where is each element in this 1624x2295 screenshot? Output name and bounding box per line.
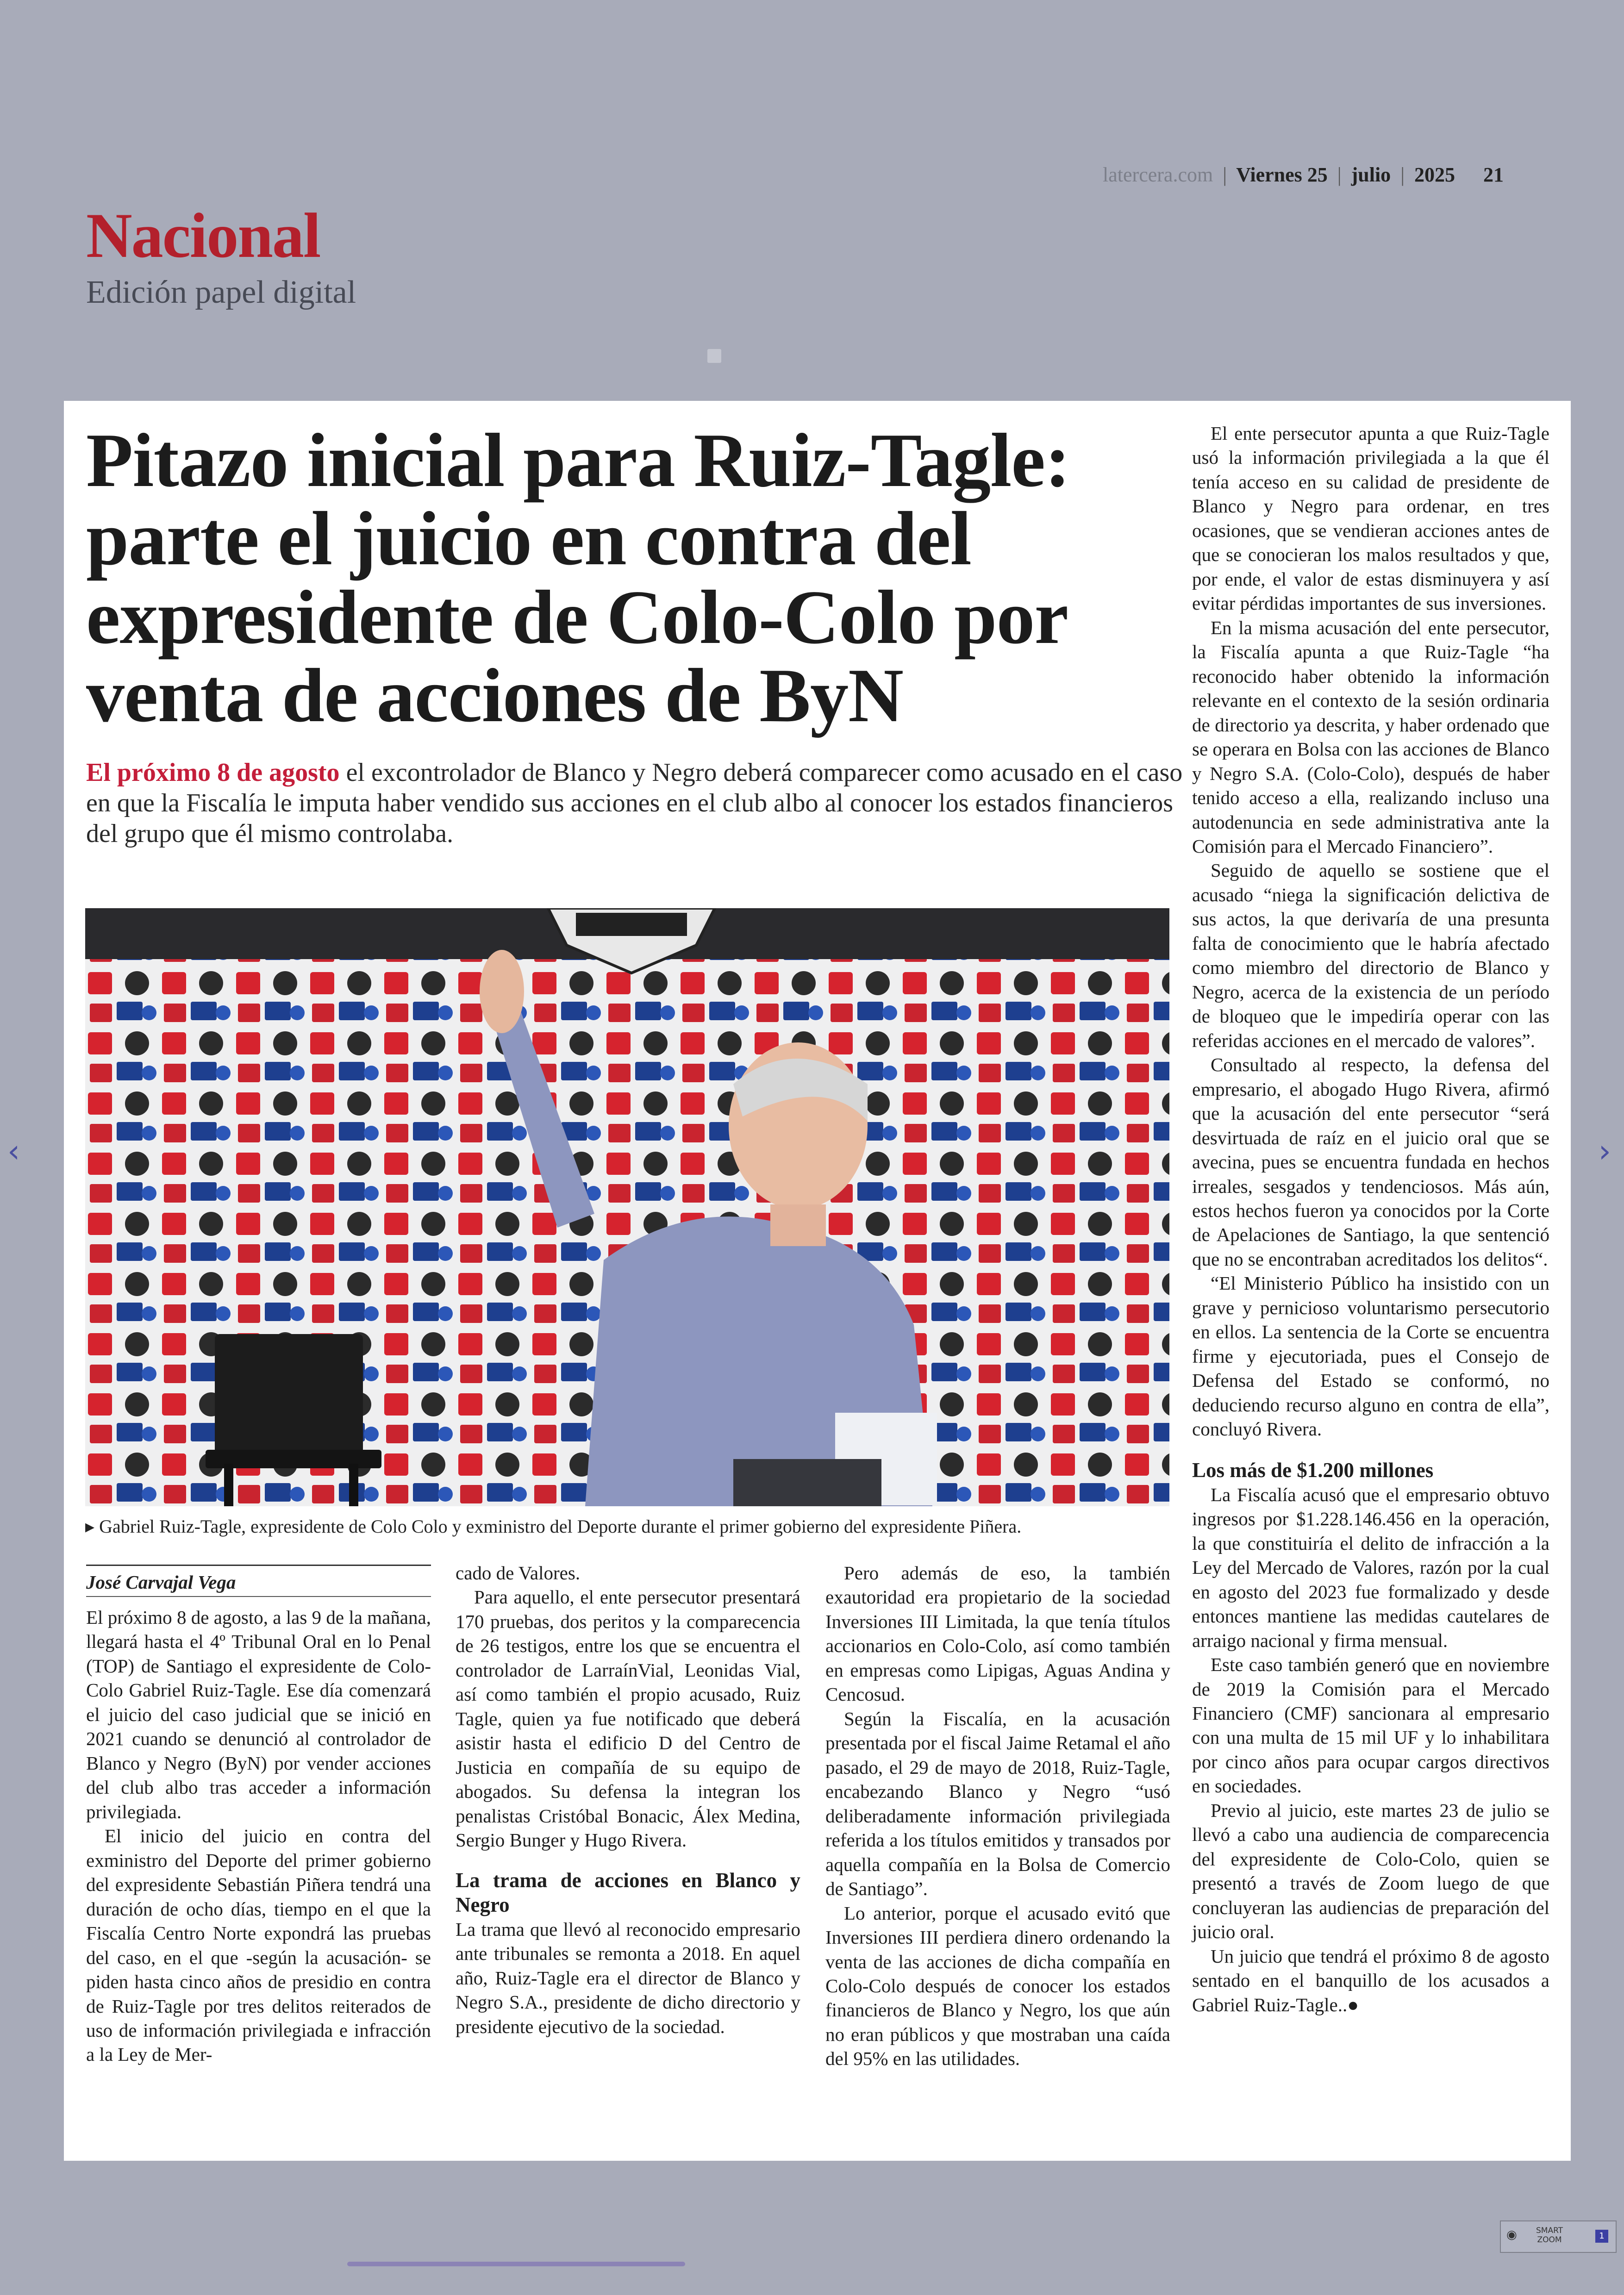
lead-highlight: El próximo 8 de agosto	[86, 758, 340, 787]
paragraph: La trama que llevó al reconocido empresario ante tribunales se remonta a 2018. En aquel año, Ruiz-Tagle era el director de Blanco y Negro S.A., presidente de dicho directorio y presidente ejecutivo de la sociedad.	[456, 1918, 800, 2037]
paragraph: Este caso también generó que en noviembre de 2019 la Comisión para el Mercado Financiero (CMF) sancionara al empresario con una multa de 15 mil UF y lo inhabilitara por cinco años para ocupar cargos directivos en sociedades.	[1192, 1654, 1549, 1797]
date-line: latercera.com | Viernes 25 | julio | 2025 21	[1103, 163, 1504, 186]
section-subtitle: Edición papel digital	[86, 274, 356, 310]
article-column-4	[1192, 421, 1549, 2017]
smart-zoom-button[interactable]: ◉ SMART ZOOM 1	[1500, 2220, 1617, 2253]
byline: José Carvajal Vega	[86, 1572, 236, 1593]
paragraph: En la misma acusación del ente persecutor, la Fiscalía apunta a que Ruiz-Tagle “ha reconocido haber obtenido la información relevante en el contexto de la sesión ordinaria de directorio ya descrita, y haber ordenado que se operara en Bolsa con las acciones de Blanco y Negro S.A. (Colo-Colo), después de haber tenido acceso a ella, realizando incluso una autodenuncia en sede administrativa ante la Comisión para el Mercado Financiero”.	[1192, 617, 1549, 857]
site-name: latercera.com	[1103, 163, 1213, 186]
previous-page-arrow-icon[interactable]: ‹	[7, 1133, 20, 1170]
photo-caption: ▸ Gabriel Ruiz-Tagle, expresidente de Colo Colo y exministro del Deporte durante el primer gobierno del expresidente Piñera.	[85, 1516, 1022, 1537]
paragraph: Lo anterior, porque el acusado evitó que Inversiones III perdiera dinero ordenando la venta de las acciones de dicha compañía en Colo-Colo después de conocer los estados financieros de Blanco y Negro, los que aún no eran públicos y que mostraban una caída del 95% en las utilidades.	[825, 1902, 1170, 2070]
eye-icon: ◉	[1506, 2228, 1517, 2242]
byline-top-rule	[86, 1565, 431, 1566]
headline: Pitazo inicial para Ruiz-Tagle: parte el juicio en contra del expresidente de Colo-Colo por venta de acciones de ByN	[86, 418, 1070, 738]
paragraph: La Fiscalía acusó que el empresario obtuvo ingresos por $1.228.146.456 en la operación, la que constituiría el delito de infracción a la Ley del Mercado de Valores, razón por la cual en agosto del 2023 fue formalizado y desde entonces mantiene las medidas cautelares de arraigo nacional y firma mensual.	[1192, 1484, 1549, 1651]
paragraph: Previo al juicio, este martes 23 de julio se llevó a cabo una audiencia de comparecencia del expresidente de Colo-Colo, quien se presentó a través de Zoom luego de que concluyeran las audiencias de preparación del juicio oral.	[1192, 1799, 1549, 1943]
article-photo	[85, 908, 1169, 1506]
paragraph: El ente persecutor apunta a que Ruiz-Tagle usó la información privilegiada a la que él tenía acceso en su calidad de presidente de Blanco y Negro para ordenar, en tres ocasiones, que se vendieran acciones antes de que se conocieran los malos resultados y que, por ende, el valor de estas disminuyera y así evitar pérdidas importantes de sus inversiones.	[1192, 423, 1549, 614]
article-column-3	[825, 1561, 1170, 2071]
paragraph: Seguido de aquello se sostiene que el acusado “niega la significación delictiva de sus actos, la que derivaría de una presunta falta de conocimiento que le habría afectado como miembro del directorio de Blanco y Negro, acerca de la existencia de un período de bloqueo que le impediría operar con las referidas acciones en el mercado de valores”.	[1192, 860, 1549, 1051]
scroll-progress-bar[interactable]	[347, 2262, 685, 2266]
year: 2025	[1414, 163, 1455, 186]
subheading: La trama de acciones en Blanco y Negro	[456, 1868, 800, 1916]
section-name: Nacional	[86, 200, 320, 271]
page-marker-icon	[707, 349, 721, 363]
article-column-1	[86, 1605, 431, 2067]
paragraph: Pero además de eso, la también exautoridad era propietario de la sociedad Inversiones III Limitada, la que tenía títulos accionarios en Colo-Colo, así como también en empresas como Lipigas, Aguas Andina y Cencosud.	[825, 1562, 1170, 1705]
paragraph: “El Ministerio Público ha insistido con un grave y pernicioso voluntarismo persecutorio en ellos. La sentencia de la Corte se encuentra firme y ejecutoriada, pues el Consejo de Defensa del Estado se conformó, no deduciendo recurso alguno en contra de ella”, concluyó Rivera.	[1192, 1272, 1549, 1440]
paragraph: El próximo 8 de agosto, a las 9 de la mañana, llegará hasta el 4º Tribunal Oral en lo Penal (TOP) de Santiago el expresidente de Colo-Colo Gabriel Ruiz-Tagle. Ese día comenzará el juicio del caso judicial que se inició en 2021 cuando se denunció al controlador de Blanco y Negro (ByN) por vender acciones del club albo tras acceder a información privilegiada.	[86, 1607, 431, 1822]
article-column-2	[456, 1561, 800, 2039]
section-header	[86, 200, 356, 311]
lead-text: el excontrolador de Blanco y Negro deberá comparecer como acusado en el caso en que la Fiscalía le imputa haber vendido sus acciones en el club albo al conocer los estados financieros del grupo que él mismo controlaba.	[86, 758, 1183, 848]
paragraph: Consultado al respecto, la defensa del empresario, el abogado Hugo Rivera, afirmó que la acusación del ente persecutor “será desvirtuada de raíz en el juicio oral que se avecina, pues se encuentra fundada en hechos irreales, sesgados y tendenciosos. Más aún, estos hechos fueron ya conocidos por la Corte de Apelaciones de Santiago, la que sentenció que no se encontraban acreditados los delitos“.	[1192, 1054, 1549, 1270]
page-number: 21	[1483, 163, 1504, 186]
paragraph: Un juicio que tendrá el próximo 8 de agosto sentado en el banquillo de los acusados a Gabriel Ruiz-Tagle..●	[1192, 1945, 1549, 2015]
byline-bottom-rule	[86, 1596, 431, 1597]
paragraph: El inicio del juicio en contra del exministro del Deporte del primer gobierno del expresidente Sebastián Piñera tendrá una duración de ocho días, tiempo en el que la Fiscalía Centro Norte expondrá las pruebas del caso, en el que -según la acusación- se piden hasta cinco años de presidio en contra de Ruiz-Tagle por tres delitos reiterados de uso de información privilegiada e infracción a la Ley de Mer-	[86, 1825, 431, 2065]
weekday: Viernes 25	[1236, 163, 1328, 186]
month: julio	[1351, 163, 1391, 186]
paragraph: Según la Fiscalía, en la acusación presentada por el fiscal Jaime Retamal el año pasado, el 29 de mayo de 2018, Ruiz-Tagle, encabezando Blanco y Negro “usó deliberadamente información privilegiada referida a los títulos emitidos y transados por aquella compañía en la Bolsa de Comercio de Santiago”.	[825, 1708, 1170, 1900]
subheading: Los más de $1.200 millones	[1192, 1458, 1434, 1482]
lead-paragraph	[86, 757, 1183, 849]
paragraph: Para aquello, el ente persecutor presentará 170 pruebas, dos peritos y la comparecencia de 26 testigos, entre los que se encuentra el controlador de LarraínVial, Leonidas Vial, así como también el propio acusado, Ruiz Tagle, quien ya fue notificado que deberá asistir hasta el edificio D del Centro de Justicia en compañía de su equipo de abogados. Su defensa la integran los penalistas Cristóbal Bonacic, Álex Medina, Sergio Bunger y Hugo Rivera.	[456, 1586, 800, 1851]
paragraph: cado de Valores.	[456, 1562, 581, 1584]
next-page-arrow-icon[interactable]: ›	[1598, 1133, 1611, 1170]
zoom-page-badge: 1	[1595, 2230, 1608, 2243]
newspaper-page	[64, 401, 1571, 2161]
